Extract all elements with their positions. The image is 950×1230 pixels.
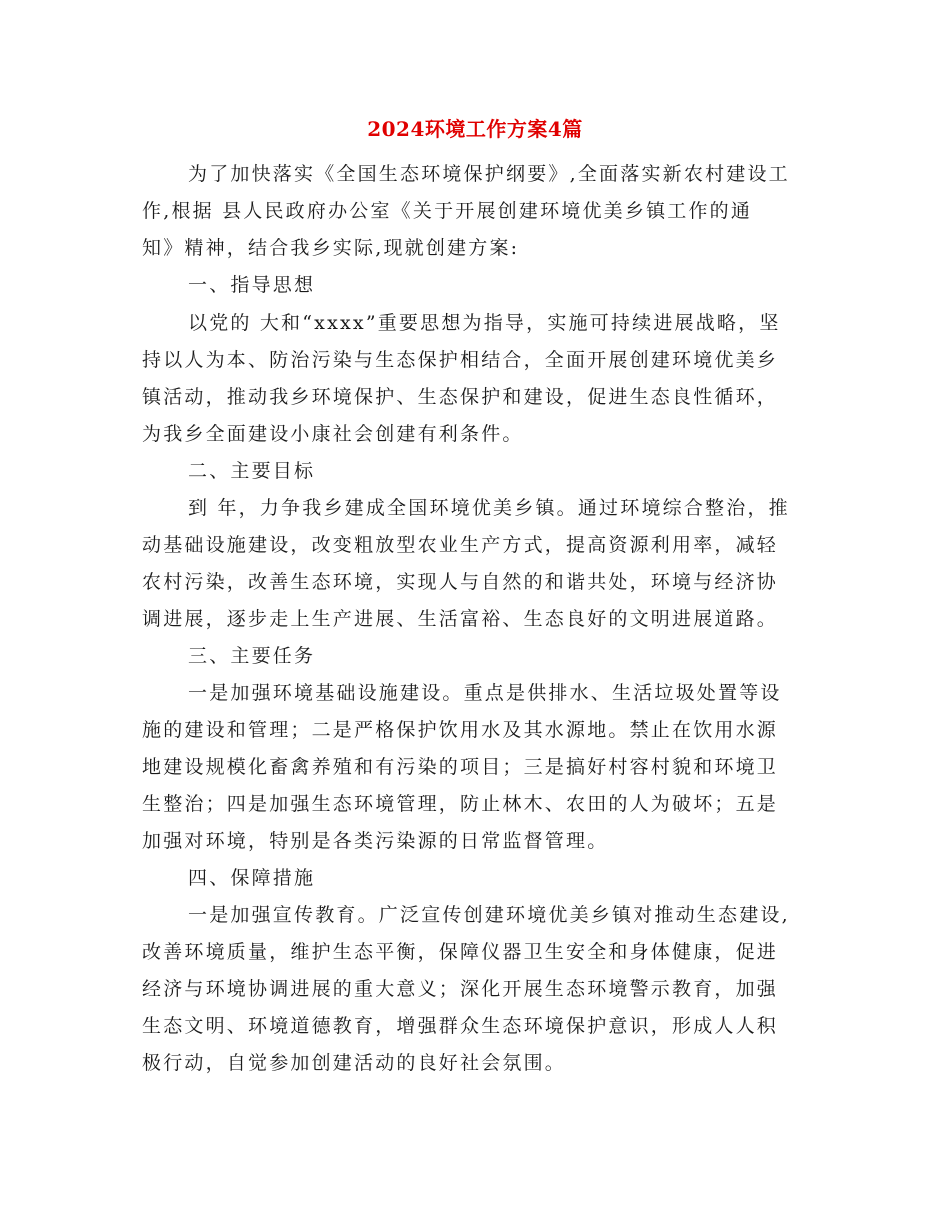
paragraph-line: 农村污染，改善生态环境，实现人与自然的和谐共处，环境与经济协 — [142, 571, 779, 593]
section-heading: 三、主要任务 — [188, 645, 316, 667]
paragraph-line: 知》精神，结合我乡实际,现就创建方案: — [142, 237, 520, 259]
paragraph-line: 以党的 大和“xxxx”重要思想为指导，实施可持续进展战略，坚 — [188, 312, 781, 334]
section-heading: 四、保障措施 — [188, 867, 316, 889]
section-heading: 一、指导思想 — [188, 274, 316, 296]
paragraph-line: 为了加快落实《全国生态环境保护纲要》,全面落实新农村建设工 — [188, 163, 790, 185]
paragraph-line: 极行动，自觉参加创建活动的良好社会氛围。 — [142, 1052, 567, 1074]
paragraph-line: 镇活动，推动我乡环境保护、生态保护和建设，促进生态良性循环， — [142, 386, 779, 408]
paragraph-line: 一是加强宣传教育。广泛宣传创建环境优美乡镇对推动生态建设, — [188, 904, 790, 926]
paragraph-line: 改善环境质量，维护生态平衡，保障仪器卫生安全和身体健康，促进 — [142, 941, 779, 963]
paragraph-line: 施的建设和管理；二是严格保护饮用水及其水源地。禁止在饮用水源 — [142, 719, 779, 741]
paragraph-line: 调进展，逐步走上生产进展、生活富裕、生态良好的文明进展道路。 — [142, 608, 779, 630]
paragraph-line: 经济与环境协调进展的重大意义；深化开展生态环境警示教育，加强 — [142, 978, 779, 1000]
paragraph-line: 作,根据 县人民政府办公室《关于开展创建环境优美乡镇工作的通 — [142, 200, 753, 222]
paragraph-line: 生整治；四是加强生态环境管理，防止林木、农田的人为破坏；五是 — [142, 793, 779, 815]
paragraph-line: 到 年，力争我乡建成全国环境优美乡镇。通过环境综合整治，推 — [188, 497, 790, 519]
paragraph-line: 动基础设施建设，改变粗放型农业生产方式，提高资源利用率，减轻 — [142, 534, 779, 556]
section-heading: 二、主要目标 — [188, 460, 316, 482]
paragraph-line: 生态文明、环境道德教育，增强群众生态环境保护意识，形成人人积 — [142, 1015, 779, 1037]
paragraph-line: 为我乡全面建设小康社会创建有利条件。 — [142, 423, 524, 445]
paragraph-line: 加强对环境，特别是各类污染源的日常监督管理。 — [142, 830, 609, 852]
paragraph-line: 持以人为本、防治污染与生态保护相结合，全面开展创建环境优美乡 — [142, 349, 779, 371]
document-title: 2024环境工作方案4篇 — [367, 117, 583, 141]
paragraph-line: 一是加强环境基础设施建设。重点是供排水、生活垃圾处置等设 — [188, 682, 782, 704]
paragraph-line: 地建设规模化畜禽养殖和有污染的项目；三是搞好村容村貌和环境卫 — [142, 756, 779, 778]
